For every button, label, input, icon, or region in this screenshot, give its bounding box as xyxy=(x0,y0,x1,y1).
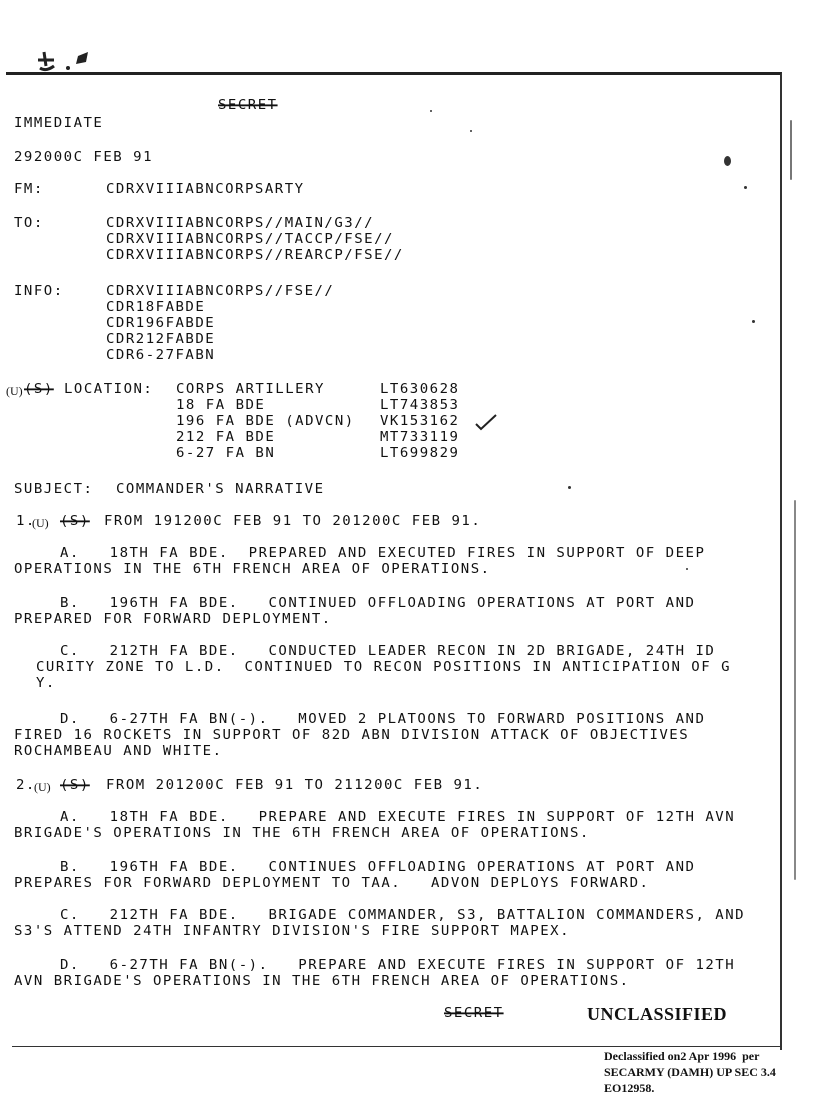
paragraph-line: AVN BRIGADE'S OPERATIONS IN THE 6TH FRENCH AREA OF OPERATIONS. xyxy=(14,974,630,989)
location-unit: 6-27 FA BN xyxy=(176,446,276,461)
location-unit: 212 FA BDE xyxy=(176,430,276,445)
location-grid: VK153162 xyxy=(380,414,460,429)
location-label: LOCATION: xyxy=(64,382,154,397)
paragraph-line: C. 212TH FA BDE. BRIGADE COMMANDER, S3, BATTALION COMMANDERS, AND xyxy=(60,908,746,923)
section-heading: FROM 201200C FEB 91 TO 211200C FEB 91. xyxy=(106,778,484,793)
scan-speck xyxy=(568,486,571,489)
precedence: IMMEDIATE xyxy=(14,116,104,131)
declassification-line: EO12958. xyxy=(604,1081,655,1095)
paragraph-line: OPERATIONS IN THE 6TH FRENCH AREA OF OPERATIONS. xyxy=(14,562,491,577)
scan-speck xyxy=(752,320,755,323)
info-line: CDRXVIIIABNCORPS//FSE// xyxy=(106,284,335,299)
section-number: 2. xyxy=(16,778,36,793)
to-line: CDRXVIIIABNCORPS//TACCP/FSE// xyxy=(106,232,394,247)
scan-speck xyxy=(470,130,472,132)
paragraph-line: BRIGADE'S OPERATIONS IN THE 6TH FRENCH AREA OF OPERATIONS. xyxy=(14,826,590,841)
date-time-group: 292000C FEB 91 xyxy=(14,150,154,165)
declassification-line: Declassified on2 Apr 1996 per xyxy=(604,1049,760,1063)
paragraph-line: S3'S ATTEND 24TH INFANTRY DIVISION'S FIRE SUPPORT MAPEX. xyxy=(14,924,571,939)
scan-speck xyxy=(744,186,747,189)
classification-bottom: SECRET xyxy=(444,1006,504,1021)
location-unit: 18 FA BDE xyxy=(176,398,266,413)
scan-speck xyxy=(686,568,688,570)
subject-label: SUBJECT: xyxy=(14,482,94,497)
location-unit: 196 FA BDE (ADVCN) xyxy=(176,414,355,429)
to-label: TO: xyxy=(14,216,44,231)
info-line: CDR196FABDE xyxy=(106,316,216,331)
scan-edge-mark xyxy=(790,120,792,180)
from-value: CDRXVIIIABNCORPSARTY xyxy=(106,182,305,197)
to-line: CDRXVIIIABNCORPS//REARCP/FSE// xyxy=(106,248,404,263)
bottom-rule xyxy=(12,1046,782,1047)
info-label: INFO: xyxy=(14,284,64,299)
subject-value: COMMANDER'S NARRATIVE xyxy=(116,482,325,497)
section-number: 1. xyxy=(16,514,36,529)
location-grid: LT743853 xyxy=(380,398,460,413)
unclassified-stamp: UNCLASSIFIED xyxy=(587,1004,728,1024)
section-marking: (U) xyxy=(34,780,51,794)
paragraph-line: PREPARED FOR FORWARD DEPLOYMENT. xyxy=(14,612,332,627)
paragraph-line: B. 196TH FA BDE. CONTINUED OFFLOADING OPERATIONS AT PORT AND xyxy=(60,596,696,611)
paragraph-line: CURITY ZONE TO L.D. CONTINUED TO RECON POSITIONS IN ANTICIPATION OF G xyxy=(36,660,732,675)
location-grid: LT699829 xyxy=(380,446,460,461)
scan-speck xyxy=(724,156,731,166)
location-unit: CORPS ARTILLERY xyxy=(176,382,325,397)
location-grid: MT733119 xyxy=(380,430,460,445)
scan-edge-mark xyxy=(794,500,796,880)
scan-speck xyxy=(430,110,432,112)
paragraph-line: D. 6-27TH FA BN(-). PREPARE AND EXECUTE FIRES IN SUPPORT OF 12TH xyxy=(60,958,736,973)
paragraph-line: A. 18TH FA BDE. PREPARE AND EXECUTE FIRES IN SUPPORT OF 12TH AVN xyxy=(60,810,736,825)
section-struck-marking: (S) xyxy=(60,778,90,793)
paragraph-line: ROCHAMBEAU AND WHITE. xyxy=(14,744,223,759)
paragraph-line: FIRED 16 ROCKETS IN SUPPORT OF 82D ABN DIVISION ATTACK OF OBJECTIVES xyxy=(14,728,690,743)
section-struck-marking: (S) xyxy=(60,514,90,529)
handwritten-mark-icon xyxy=(30,46,100,76)
declassification-note xyxy=(604,1048,816,1096)
section-marking: (U) xyxy=(32,516,49,530)
paragraph-line: PREPARES FOR FORWARD DEPLOYMENT TO TAA. ADVON DEPLOYS FORWARD. xyxy=(14,876,650,891)
paragraph-line: A. 18TH FA BDE. PREPARED AND EXECUTED FIRES IN SUPPORT OF DEEP xyxy=(60,546,706,561)
location-marking: (U) xyxy=(6,384,23,398)
paragraph-line: D. 6-27TH FA BN(-). MOVED 2 PLATOONS TO FORWARD POSITIONS AND xyxy=(60,712,706,727)
location-grid: LT630628 xyxy=(380,382,460,397)
paragraph-line: C. 212TH FA BDE. CONDUCTED LEADER RECON IN 2D BRIGADE, 24TH ID xyxy=(60,644,716,659)
info-line: CDR18FABDE xyxy=(106,300,206,315)
check-mark-icon xyxy=(474,412,498,432)
to-line: CDRXVIIIABNCORPS//MAIN/G3// xyxy=(106,216,375,231)
location-struck-marking: (S) xyxy=(24,382,54,397)
paragraph-line: Y. xyxy=(36,676,56,691)
info-line: CDR212FABDE xyxy=(106,332,216,347)
declassification-line: SECARMY (DAMH) UP SEC 3.4 xyxy=(604,1065,776,1079)
paragraph-line: B. 196TH FA BDE. CONTINUES OFFLOADING OPERATIONS AT PORT AND xyxy=(60,860,696,875)
info-line: CDR6-27FABN xyxy=(106,348,216,363)
section-heading: FROM 191200C FEB 91 TO 201200C FEB 91. xyxy=(104,514,482,529)
classification-top: SECRET xyxy=(218,98,278,113)
from-label: FM: xyxy=(14,182,44,197)
